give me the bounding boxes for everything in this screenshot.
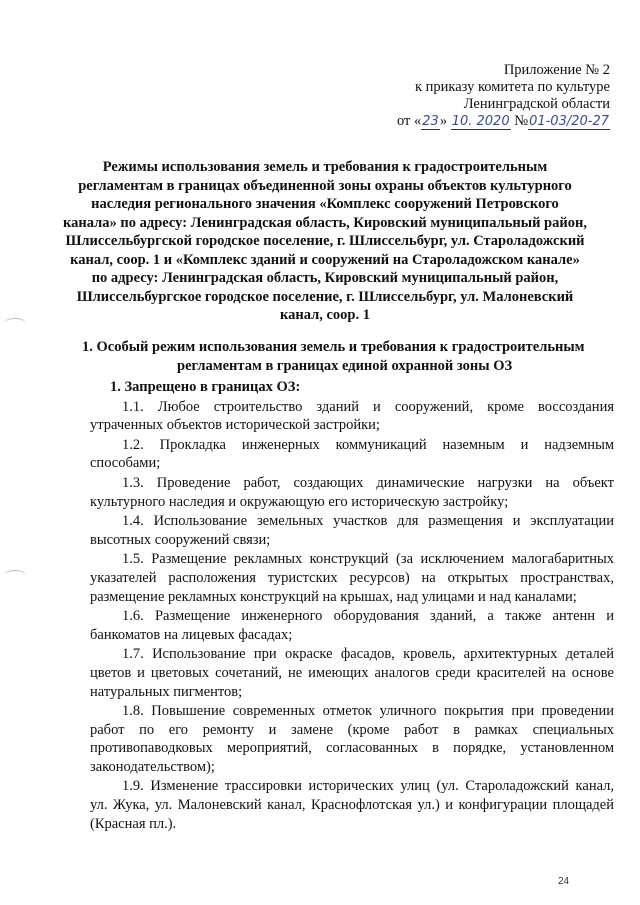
title-line: Шлиссельбургской городское поселение, г. Шлиссельбург, ул. Староладожский	[65, 233, 585, 249]
scan-mark	[4, 318, 26, 329]
list-item	[90, 702, 614, 776]
list-item	[90, 398, 614, 435]
title-line: по адресу: Ленинградская область, Кировский муниципальный район,	[91, 270, 559, 286]
date-prefix: от «	[397, 113, 422, 129]
appendix-region: Ленинградской области	[463, 96, 610, 112]
appendix-order-ref: к приказу комитета по культуре	[414, 79, 610, 95]
list-item-line: 1.5. Размещение рекламных конструкций (за исключением малогабаритных	[122, 551, 614, 568]
list-item-line: работ по его ремонту и замене (кроме работ в рамках специальных	[90, 721, 614, 738]
list-item-line: натуральных пигментов;	[90, 683, 243, 700]
handwritten-order-number: 01-03/20-27	[529, 114, 609, 129]
list-item-line: (Красная пл.).	[90, 815, 177, 832]
section-heading-line: регламентам в границах единой охранной зоны ОЗ	[177, 357, 513, 374]
subsection-heading: 1. Запрещено в границах ОЗ:	[110, 379, 301, 395]
list-item	[90, 436, 614, 473]
appendix-header	[397, 62, 610, 130]
list-item-line: 1.9. Изменение трассировки исторических улиц (ул. Староладожский канал,	[122, 778, 614, 795]
list-item-line: утраченных объектов исторической застройки;	[90, 417, 380, 434]
list-item-line: ул. Жука, ул. Малоневский канал, Краснофлотская ул.) и конфигурации площадей	[90, 797, 614, 814]
list-item-line: законодательством);	[90, 758, 215, 775]
title-line: Шлиссельбургское городское поселение, г. Шлиссельбург, ул. Малоневский	[76, 288, 574, 305]
list-item-line: цветов и цветовых сочетаний, не имеющих аналогов среди красителей на основе	[90, 664, 614, 681]
number-prefix: №	[514, 113, 529, 129]
list-item-line: 1.2. Прокладка инженерных коммуникаций наземным и надземным	[122, 436, 614, 453]
list-item	[90, 777, 614, 833]
list-item	[90, 607, 614, 644]
list-item-line: 1.7. Использование при окраске фасадов, кровель, архитектурных деталей	[122, 646, 614, 663]
scan-mark	[4, 570, 26, 581]
section-heading	[82, 338, 585, 375]
prohibition-list	[90, 398, 614, 834]
title-line: канал, соор. 1 и «Комплекс зданий и сооружений на Староладожском канале»	[70, 251, 580, 268]
page-number: 24	[558, 876, 570, 887]
list-item	[90, 512, 614, 549]
list-item-line: противопаводковых мероприятий, согласованных в порядке, установленном	[90, 740, 614, 757]
appendix-title: Приложение № 2	[503, 62, 610, 78]
list-item-line: указателей расположения туристских ресурсов) на открытых пространствах,	[90, 569, 614, 586]
title-line: наследия регионального значения «Комплекс сооружений Петровского	[91, 196, 559, 212]
list-item	[90, 645, 614, 701]
appendix-date-line	[397, 113, 610, 130]
list-item	[90, 474, 614, 511]
date-mid: »	[439, 113, 448, 129]
list-item-line: культурного наследия и окружающую его историческую застройку;	[90, 493, 509, 510]
list-item-line: 1.8. Повышение современных отметок уличного покрытия при проведении	[122, 703, 614, 720]
list-item	[90, 550, 614, 606]
list-item-line: высотных сооружений связи;	[90, 531, 271, 548]
title-line: канал, соор. 1	[279, 307, 370, 323]
list-item-line: размещение рекламных конструкций на крышах, над улицами и над каналами;	[90, 588, 577, 605]
list-item-line: способами;	[90, 455, 161, 472]
list-item-line: банкоматов на лицевых фасадах;	[90, 626, 293, 643]
list-item-line: 1.3. Проведение работ, создающих динамические нагрузки на объект	[122, 474, 614, 491]
title-line: регламентам в границах объединенной зоны охраны объектов культурного	[78, 177, 572, 194]
handwritten-month-year: 10. 2020	[451, 114, 510, 129]
list-item-line: 1.6. Размещение инженерного оборудования зданий, а также антенн и	[122, 608, 614, 625]
title-line: Режимы использования земель и требования к градостроительным	[102, 159, 548, 175]
title-line: канала» по адресу: Ленинградская область, Кировский муниципальный район,	[63, 214, 587, 231]
section-heading-line: 1. Особый режим использования земель и требования к градостроительным	[82, 339, 585, 355]
document-body	[90, 378, 614, 833]
list-item-line: 1.4. Использование земельных участков для размещения и эксплуатации	[122, 513, 614, 530]
list-item-line: 1.1. Любое строительство зданий и сооружений, кроме воссоздания	[122, 398, 614, 415]
handwritten-day: 23	[422, 114, 439, 129]
document-title	[60, 158, 590, 325]
